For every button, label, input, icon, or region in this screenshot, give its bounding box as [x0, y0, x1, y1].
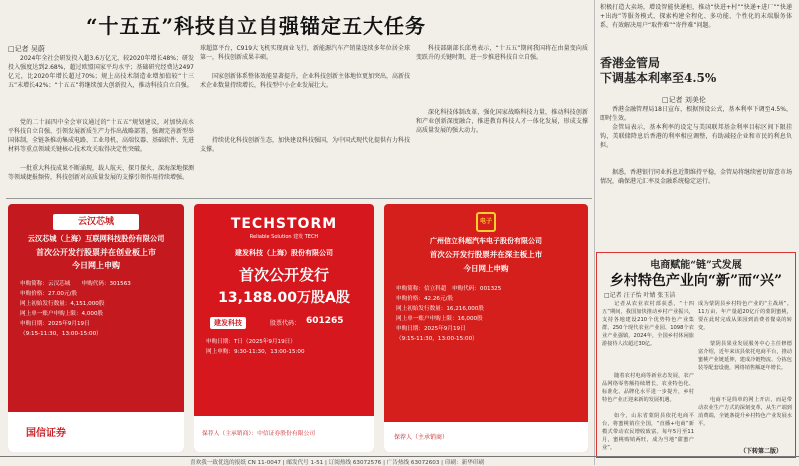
sidebar-news-paragraph: 香港金融管理局18日宣布，根据预设公式，基本利率下调至4.5%，即时生效。: [600, 106, 792, 122]
article1-paragraph: 一批重大科技成果不断涌现，载人航天、探月探火、深海深地探测等领域捷报频传，科技创新对高质量发展的支撑引领作用持续增强。: [8, 165, 194, 181]
techstorm-detail: 网上申购：9:30-11:30，13:00-15:00: [206, 349, 305, 355]
xinlike-footer: [384, 422, 588, 452]
ipo-ad-xinlike: [384, 204, 588, 452]
xinlike-detail: 网上初始发行数量：16,216,000股: [396, 306, 484, 312]
ipo-ad-yunhan: [8, 204, 184, 452]
xinlike-detail: 申购价格：42.26元/股: [396, 296, 454, 302]
techstorm-details: [194, 337, 374, 357]
article1-reporter: □记者 吴蔚: [8, 45, 45, 53]
article1-col2: [200, 44, 410, 194]
techstorm-code-label: 股票代码：: [270, 320, 301, 327]
ipo-ad-techstorm: [194, 204, 374, 452]
sidebar-news-headline: [600, 56, 716, 86]
techstorm-detail: 申购日期：T日（2025年9月19日）: [206, 339, 296, 345]
article1-col1: [8, 54, 194, 194]
article2-paragraph: 如今，山东省蒙阴县依托电商平台，将蜜桃销往全国，“直播+电商”新模式带动农民增收致富。每年5月至11月，蜜桃购销两旺，成为当地“甜蜜产业”。: [602, 413, 694, 451]
yunhan-headline: 首次公开发行股票并在创业板上市: [36, 248, 156, 257]
yunhan-company: 云汉芯城（上海）互联网科技股份有限公司: [27, 234, 165, 243]
article2-paragraph: 成为蒙阴县乡村特色产业的“主战场”。11万亩、年产量超20亿斤的蒙阴蜜桃，要在此时完成从果园到消费者餐桌的转变。: [698, 301, 792, 331]
article2-kicker: 电商赋能“链”式发展: [650, 260, 742, 271]
techstorm-code: 601265: [306, 316, 344, 326]
xinlike-detail: 申购日期：2025年9月19日: [396, 326, 466, 332]
article2-reporter: □记者 汪子怡 叶婧 张玉洁: [604, 292, 676, 299]
article1-paragraph: 持续优化科技创新生态，加快建设科技强国，为中国式现代化提供有力科技支撑。: [200, 137, 410, 153]
article1-paragraph: 国家创新体系整体效能显著提升，企业科技创新主体地位更加突出，高新技术企业数量持续增长，科技型中小企业发展壮大。: [200, 73, 410, 89]
xinlike-sponsor: 保荐人（主承销商）: [394, 434, 449, 441]
yunhan-detail: 申购日期：2025年9月19日: [20, 321, 90, 327]
sidebar-news-paragraph: 据悉，香港银行同业拆息近期维持平稳，金管局将继续密切留意市场情况，确保港元汇率及金融系统稳定运行。: [600, 169, 792, 185]
yunhan-detail: （9:15-11:30，13:00-15:00）: [20, 331, 102, 337]
article2-paragraph: 蒙阴县果业发展服务中心主任修德富介绍，近年来该县依托电商平台，推动蜜桃产业链延伸，建成冷链物流、分拣包装等配套设施，网络销售额逐年增长。: [698, 341, 792, 371]
xinlike-company: 广州信立科超汽车电子股份有限公司: [430, 237, 542, 245]
yunhan-footer: [8, 412, 184, 452]
article2-paragraph: 随着农村电商等新业态发展，农产品网络零售额持续增长，农业特色化、标准化、品牌化水平进一步提升，乡村特色产业正迎来新的发展机遇。: [602, 373, 694, 403]
article1-paragraph: 球超算平台，C919大飞机实现商业飞行，新能源汽车产销量连续多年位居全球第一，科技创新成果丰硕。: [200, 45, 410, 61]
article1-paragraph: 科技部副部长邱勇表示，“十五五”期间我国将在由量变向质变跃升的关键时期，进一步推进科技自立自强。: [416, 45, 588, 61]
techstorm-company: 建发科技（上海）股份有限公司: [235, 249, 333, 257]
article2-paragraph: 记者从农业农村部获悉，“十四五”期间，我国加快推动乡村产业振兴，支持各地建设210个优势特色产业集群、250个现代农业产业园、1098个农业产业强镇，2024年，全国乡村休闲旅游接待人次超过30亿。: [602, 301, 694, 347]
xinlike-detail: 申购简称：信立科超 申购代码：001325: [396, 286, 502, 292]
article1-col3: [416, 44, 588, 194]
techstorm-abbr: 建发科技: [210, 317, 246, 329]
techstorm-shares: 13,188.00万股A股: [218, 290, 350, 306]
page-footer: 喜欢我一致优选的报纸 CN 11-0047 | 邮发代号 1-51 | 订阅热线 63072576 | 广告热线 63072603 | 印刷：新华印刷: [190, 460, 484, 466]
techstorm-sponsor: 保荐人（主承销商）：中信证券股份有限公司: [202, 431, 316, 437]
techstorm-code-box: [210, 315, 358, 331]
techstorm-logo: TECHSTORM: [230, 216, 338, 232]
sidebar-news-body: [600, 105, 792, 195]
sidebar-news-paragraph: 金管局表示，基本利率的设定与美国联邦基金利率目标区间下限挂钩，美联储降息后香港的利率相应调整，有助减轻企业和市民的利息负担。: [600, 124, 792, 149]
article2-headline: 乡村特色产业向“新”而“兴”: [609, 273, 783, 289]
article2-col-right: [698, 300, 792, 444]
xinlike-detail: 网上单一账户申购上限：16,000股: [396, 316, 483, 322]
sidebar-paragraph: 积极打造大卖场，增设智能快递柜，推动“快进+村”“快递+进厂”“快递+出海”等服务模式，探索构建全程化、多功能、个性化的末端服务体系，有效解决用户“取件难”“寄件难”问题。: [600, 4, 792, 29]
article2-paragraph: 电商不是简单的网上开店，而是带动农业生产方式的深刻变革，从生产端到消费端，全链条提升乡村特色产业发展水平。: [698, 397, 792, 427]
guosen-logo: 国信证券: [26, 428, 66, 439]
yunhan-details: [8, 279, 184, 339]
yunhan-sub: 今日网上申购: [72, 261, 120, 270]
techstorm-logo-sub: Reliable Solution 建发 TECH: [249, 234, 319, 240]
yunhan-detail: 申购简称：云汉芯城 申购代码：301563: [20, 281, 131, 287]
xinlike-logo: 电子: [476, 212, 496, 232]
article1-paragraph: 2024年全社会研发投入超3.6万亿元，较2020年增长48%；研发投入强度达到2.68%，超过欧盟国家平均水平；基础研究经费达2497亿元，比2020年增长超过70%；规上高技术制造业增加值较“十三五”末增长42%；“十五五”将继续加大创新投入，推动科技自立自强。: [8, 55, 194, 89]
sidebar-news-reporter: □记者 刘美伦: [662, 96, 706, 104]
yunhan-detail: 网上初始发行数量：4,151,000股: [20, 301, 105, 307]
xinlike-details: [384, 284, 588, 344]
techstorm-footer: [194, 416, 374, 452]
yunhan-logo: 云汉芯城: [53, 214, 139, 230]
sidebar-top: [600, 3, 792, 51]
article2-col-left: [602, 300, 694, 454]
article2-continued: （下转第二版）: [740, 448, 783, 455]
article1-headline: “十五五”科技自立自强锚定五大任务: [86, 14, 427, 38]
column-divider: [594, 0, 595, 465]
article1-paragraph: 党的二十届四中全会审议通过的“十五五”规划建议，对加快高水平科技自立自强、引领发展新质生产力作出战略部署，强调完善新型举国体制，全链条推动集成电路、工业母机、高端仪器、基础软件、先进材料等重点领域关键核心技术攻关取得决定性突破。: [8, 119, 194, 153]
xinlike-sub: 今日网上申购: [463, 264, 509, 273]
xinlike-detail: （9:15-11:30，13:00-15:00）: [396, 336, 478, 342]
sidebar-news-title-line1: 香港金管局: [600, 56, 661, 70]
sidebar-news-title-line2: 下调基本利率至4.5%: [600, 71, 717, 85]
section-divider: [6, 198, 592, 199]
xinlike-headline: 首次公开发行股票并在深主板上市: [429, 250, 543, 259]
yunhan-detail: 申购价格：27.00元/股: [20, 291, 78, 297]
article1-paragraph: 深化科技体制改革，强化国家战略科技力量，推动科技创新和产业创新深度融合，推进教育科技人才一体化发展，形成支撑高质量发展的强大动力。: [416, 109, 588, 134]
yunhan-detail: 网上单一账户申购上限：4,000股: [20, 311, 104, 317]
footer-rule: [0, 456, 799, 457]
techstorm-headline: 首次公开发行: [238, 266, 329, 284]
